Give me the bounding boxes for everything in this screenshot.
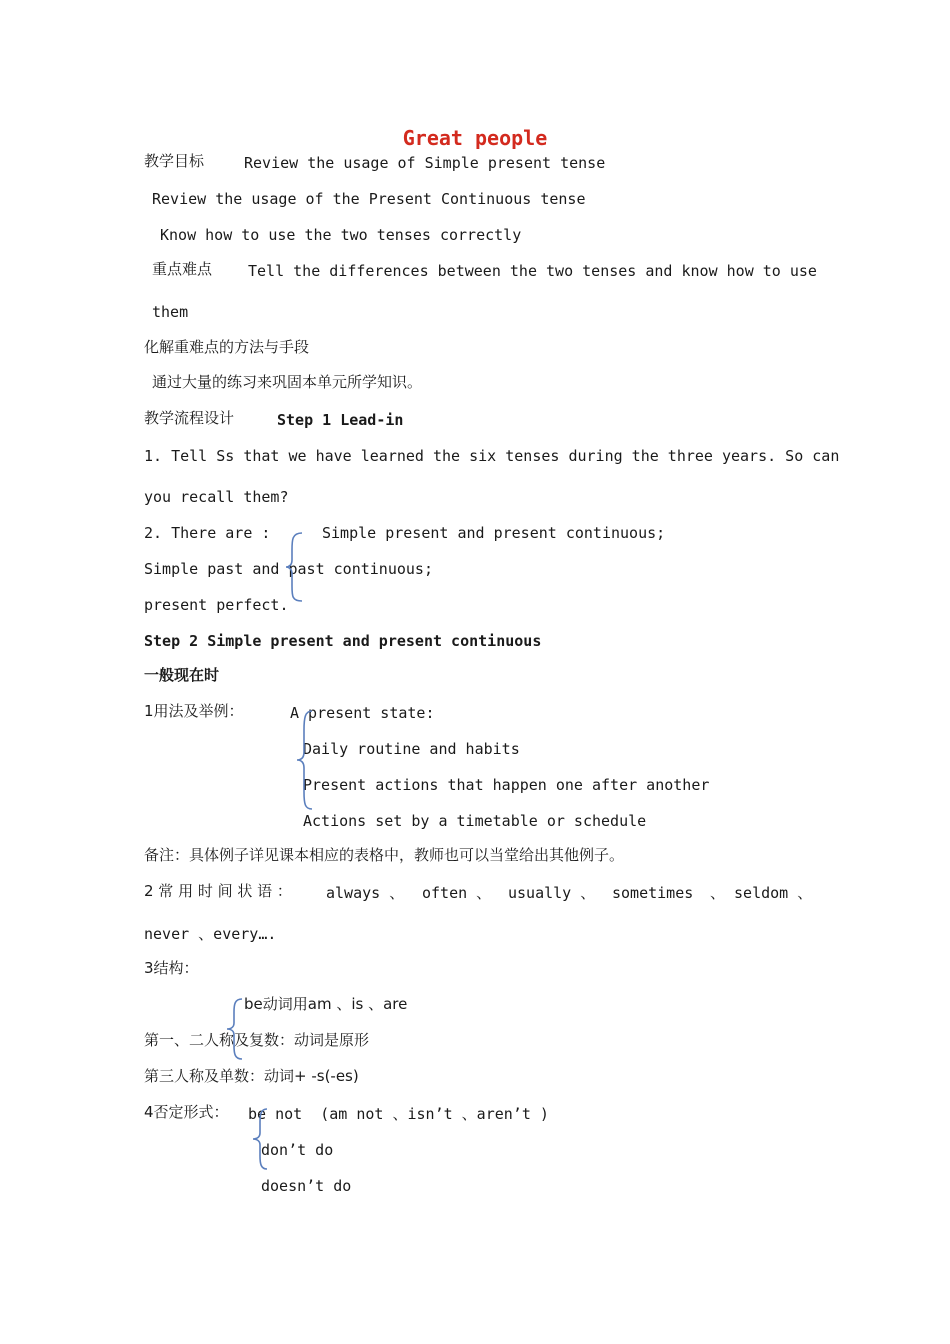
methods-label: 化解重难点的方法与手段: [144, 338, 310, 356]
process-item-1-cont: you recall them?: [144, 488, 289, 506]
brace-negative: [251, 1106, 271, 1172]
usage-item-1: A present state:: [290, 704, 435, 722]
structure-label: 3结构：: [144, 959, 199, 977]
key-points-text: Tell the differences between the two tenses and know how to use: [248, 262, 817, 280]
process-label: 教学流程设计: [144, 409, 235, 427]
negative-label: 4否定形式：: [144, 1103, 229, 1121]
time-word-often: often 、: [422, 884, 492, 902]
process-item-1: 1. Tell Ss that we have learned the six tenses during the three years. So can: [144, 447, 840, 465]
time-word-seldom: 、 seldom 、: [710, 884, 813, 902]
negative-item-2: don’t do: [261, 1141, 334, 1159]
process-item-2-b: Simple past and past continuous;: [144, 560, 433, 578]
simple-present-heading: 一般现在时: [144, 666, 220, 684]
structure-first-second: 第一、二人称及复数：动词是原形: [144, 1031, 370, 1049]
step2-heading: Step 2 Simple present and present continuous: [144, 632, 542, 650]
key-points-text-cont: them: [152, 303, 189, 321]
time-adverbials-label: 2 常 用 时 间 状 语 ：: [144, 882, 292, 900]
objectives-label: 教学目标: [144, 152, 205, 170]
time-adverbials-cont: never 、every….: [144, 925, 277, 943]
time-word-usually: usually 、: [508, 884, 596, 902]
negative-item-3: doesn’t do: [261, 1177, 352, 1195]
note-text: 备注：具体例子详见课本相应的表格中，教师也可以当堂给出其他例子。: [144, 846, 625, 864]
time-word-sometimes: sometimes: [612, 884, 694, 902]
step1-heading: Step 1 Lead-in: [277, 411, 404, 429]
key-points-label: 重点难点: [152, 260, 213, 278]
brace-usage: [294, 708, 316, 812]
process-item-2-a: Simple present and present continuous;: [322, 524, 666, 542]
time-word-always: always 、: [326, 884, 405, 902]
brace-structure: [224, 996, 246, 1062]
process-item-2-prefix: 2. There are :: [144, 524, 271, 542]
usage-item-2: Daily routine and habits: [303, 740, 520, 758]
structure-be: be动词用am 、is 、are: [244, 995, 408, 1013]
usage-label: 1用法及举例：: [144, 702, 244, 720]
negative-item-1: be not (am not 、isn’t 、aren’t ): [248, 1105, 549, 1123]
usage-item-4: Actions set by a timetable or schedule: [303, 812, 647, 830]
structure-third: 第三人称及单数：动词+ -s(-es): [144, 1067, 359, 1085]
objective-2: Review the usage of the Present Continuous tense: [152, 190, 586, 208]
brace-tenses: [284, 530, 308, 604]
process-item-2-c: present perfect.: [144, 596, 289, 614]
objective-1: Review the usage of Simple present tense: [244, 154, 606, 172]
methods-text: 通过大量的练习来巩固本单元所学知识。: [152, 373, 423, 391]
usage-item-3: Present actions that happen one after another: [303, 776, 710, 794]
document-title: Great people: [402, 126, 548, 150]
objective-3: Know how to use the two tenses correctly: [160, 226, 522, 244]
